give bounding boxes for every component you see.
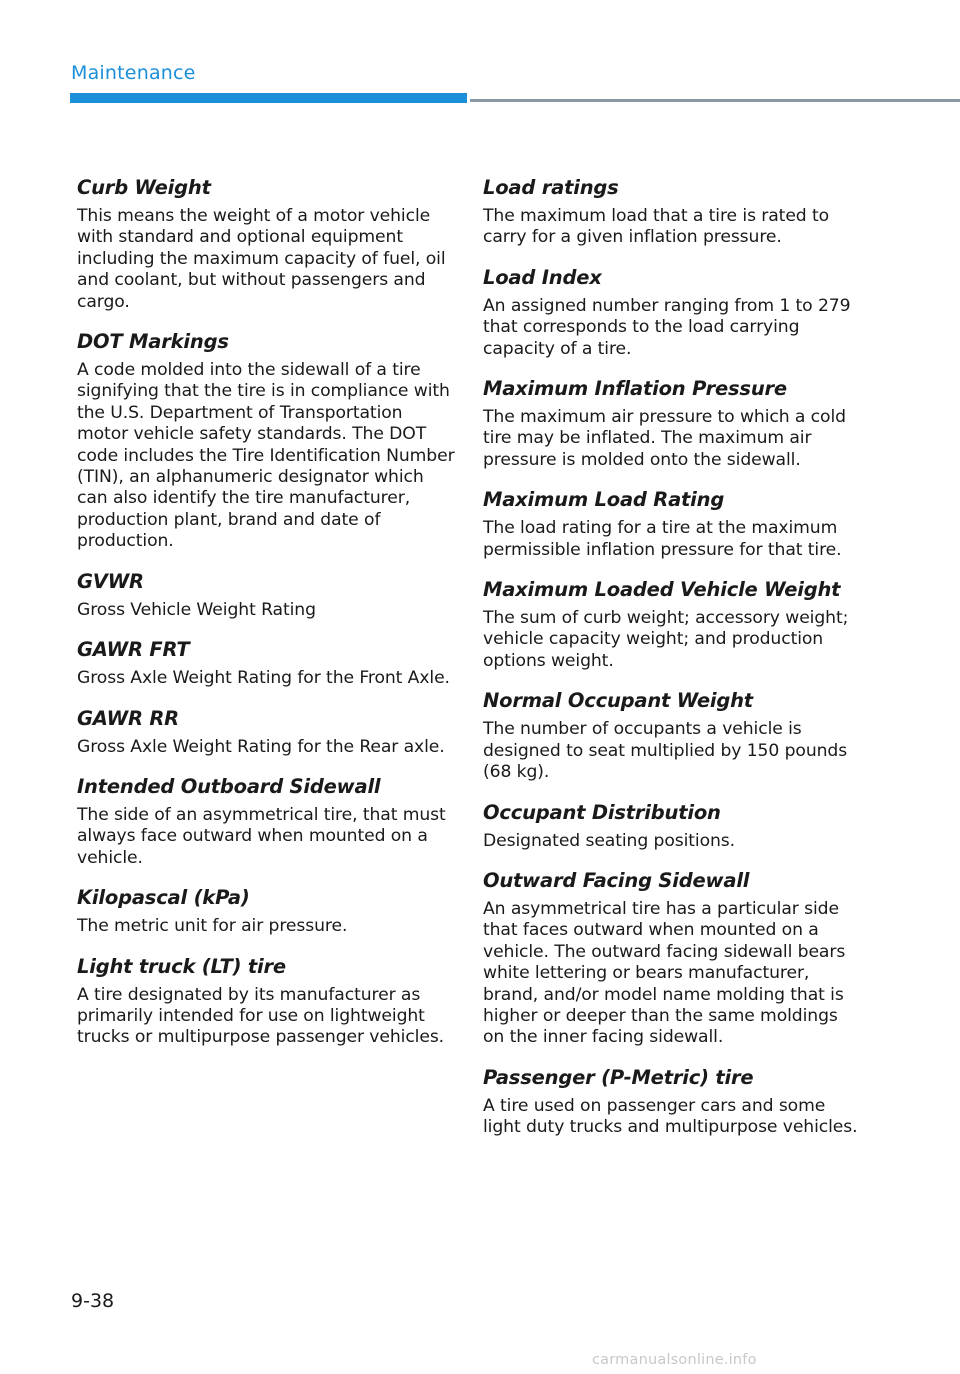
glossary-entry xyxy=(483,799,863,852)
glossary-definition: Gross Axle Weight Rating for the Rear axle. xyxy=(77,736,445,757)
glossary-entry xyxy=(483,264,863,360)
glossary-definition: The maximum load that a tire is rated to carry for a given inflation pressure. xyxy=(483,206,830,248)
glossary-definition: Designated seating positions. xyxy=(483,830,736,851)
page-number: 9-38 xyxy=(71,1290,115,1312)
header-rule xyxy=(470,99,960,102)
glossary-definition: A tire used on passenger cars and some light duty trucks and multipurpose vehicles. xyxy=(483,1095,858,1138)
right-column xyxy=(483,174,863,1154)
glossary-entry xyxy=(77,773,457,869)
glossary-definition: An asymmetrical tire has a particular side that faces outward when mounted on a vehicle. The outward facing sidewall bears white lettering or bears manufacturer, brand, and/or model name molding that is higher or deeper than the same moldings on the inner facing sidewall. xyxy=(483,898,846,1048)
glossary-term: GAWR FRT xyxy=(77,638,190,662)
glossary-term: Kilopascal (kPa) xyxy=(77,886,250,910)
glossary-entry xyxy=(483,375,863,471)
glossary-term: Outward Facing Sidewall xyxy=(483,868,750,892)
glossary-entry xyxy=(483,576,863,672)
glossary-definition: The load rating for a tire at the maximum permissible inflation pressure for that tire. xyxy=(483,518,842,560)
watermark: carmanualsonline.info xyxy=(592,1352,757,1368)
glossary-definition: Gross Vehicle Weight Rating xyxy=(77,599,316,620)
glossary-term: Maximum Inflation Pressure xyxy=(483,377,787,401)
glossary-definition: The sum of curb weight; accessory weight; vehicle capacity weight; and production options weight. xyxy=(483,608,849,671)
glossary-term: GAWR RR xyxy=(77,706,179,730)
glossary-entry xyxy=(77,705,457,758)
glossary-definition: The maximum air pressure to which a cold tire may be inflated. The maximum air pressure is molded onto the sidewall. xyxy=(483,407,846,470)
glossary-definition: A code molded into the sidewall of a tire signifying that the tire is in compliance with the U.S. Department of Transportation motor vehicle safety standards. The DOT code includes the Tire Identification Number (TIN), an alphanumeric designator which can also identify the tire manufacturer, production plant, brand and date of production. xyxy=(77,360,455,552)
glossary-entry xyxy=(77,174,457,313)
glossary-term: Occupant Distribution xyxy=(483,800,721,824)
glossary-term: Load Index xyxy=(483,265,602,289)
glossary-term: Maximum Loaded Vehicle Weight xyxy=(483,578,841,602)
glossary-definition: The metric unit for air pressure. xyxy=(77,916,348,937)
header-rule-accent xyxy=(70,93,467,103)
glossary-entry xyxy=(77,636,457,689)
glossary-entry xyxy=(483,486,863,561)
glossary-entry xyxy=(77,328,457,553)
glossary-entry xyxy=(483,687,863,783)
glossary-entry xyxy=(483,1064,863,1139)
glossary-term: Light truck (LT) tire xyxy=(77,954,286,978)
glossary-term: Load ratings xyxy=(483,176,619,199)
glossary-entry xyxy=(483,174,863,249)
glossary-definition: The number of occupants a vehicle is designed to seat multiplied by 150 pounds (68 kg). xyxy=(483,719,848,783)
glossary-term: Intended Outboard Sidewall xyxy=(77,774,381,798)
glossary-term: Curb Weight xyxy=(77,176,211,199)
section-title: Maintenance xyxy=(71,62,196,84)
glossary-definition: This means the weight of a motor vehicle with standard and optional equipment including the maximum capacity of fuel, oil and coolant, but without passengers and cargo. xyxy=(77,206,446,312)
left-column xyxy=(77,174,457,1064)
glossary-entry xyxy=(77,568,457,621)
glossary-term: Maximum Load Rating xyxy=(483,488,725,512)
glossary-definition: A tire designated by its manufacturer as primarily intended for use on lightweight trucks or multipurpose passenger vehicles. xyxy=(77,984,445,1048)
glossary-definition: An assigned number ranging from 1 to 279 that corresponds to the load carrying capacity of a tire. xyxy=(483,295,851,359)
glossary-definition: Gross Axle Weight Rating for the Front Axle. xyxy=(77,668,450,689)
glossary-entry xyxy=(77,884,457,937)
glossary-term: GVWR xyxy=(77,569,144,593)
glossary-term: DOT Markings xyxy=(77,330,229,354)
glossary-term: Passenger (P-Metric) tire xyxy=(483,1065,754,1089)
glossary-entry xyxy=(483,867,863,1049)
glossary-entry xyxy=(77,953,457,1049)
glossary-term: Normal Occupant Weight xyxy=(483,689,753,713)
glossary-definition: The side of an asymmetrical tire, that must always face outward when mounted on a vehicle. xyxy=(77,804,446,868)
